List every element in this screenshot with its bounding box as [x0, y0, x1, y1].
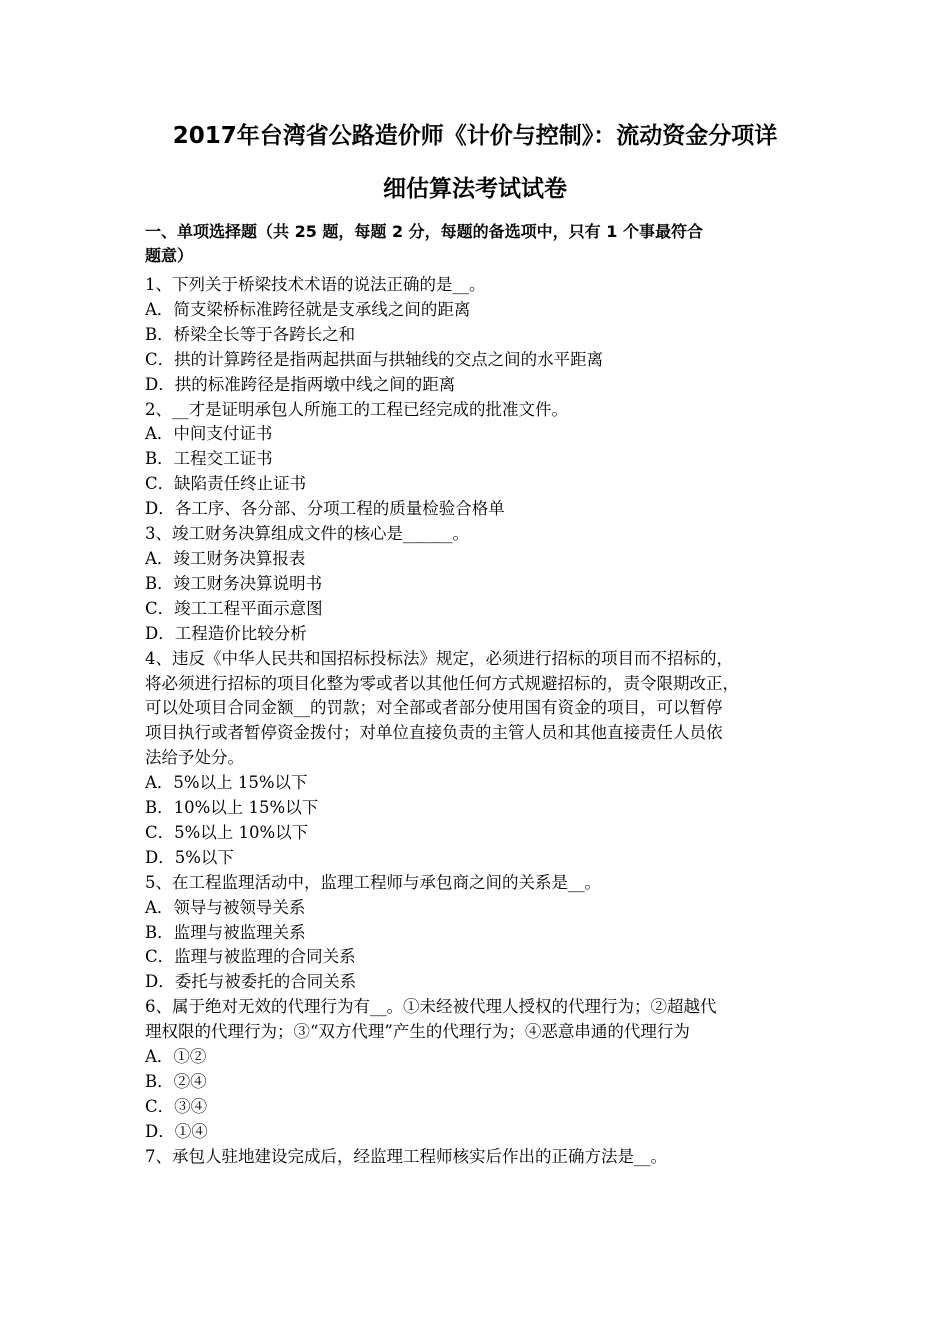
question-4-stem-line-5: 法给予处分。	[145, 748, 244, 768]
question-5-option-a: A．领导与被领导关系	[145, 897, 306, 917]
question-1-stem: 1、下列关于桥梁技术术语的说法正确的是__。	[145, 275, 486, 294]
question-3-option-d: D．工程造价比较分析	[145, 623, 307, 643]
question-4-option-d: D．5%以下	[145, 847, 234, 867]
section-header	[145, 220, 810, 268]
section-header-line-1: 一、单项选择题（共 25 题，每题 2 分，每题的备选项中，只有 1 个事最符合	[145, 222, 703, 241]
question-6-option-b: B．②④	[145, 1072, 207, 1091]
question-4-stem-line-2: 将必须进行招标的项目化整为零或者以其他任何方式规避招标的，责令限期改正，	[145, 673, 739, 693]
question-4-stem-line-3: 可以处项目合同金额__的罚款；对全部或者部分使用国有资金的项目，可以暂停	[145, 698, 723, 718]
question-body	[145, 273, 815, 1170]
question-1-option-b: B．桥梁全长等于各跨长之和	[145, 324, 356, 344]
document-title-line-2: 细估算法考试试卷	[383, 176, 567, 202]
document-title-line-1: 2017年台湾省公路造价师《计价与控制》：流动资金分项详	[172, 123, 778, 149]
question-4-option-b: B．10%以上 15%以下	[145, 798, 319, 818]
question-2-option-d: D．各工序、各分部、分项工程的质量检验合格单	[145, 499, 505, 519]
question-5-stem: 5、在工程监理活动中，监理工程师与承包商之间的关系是__。	[145, 872, 601, 892]
question-4-option-a: A．5%以上 15%以下	[145, 773, 308, 793]
question-5-option-c: C．监理与被监理的合同关系	[145, 947, 356, 967]
section-header-line-2: 题意）	[145, 246, 194, 265]
question-3-option-c: C．竣工工程平面示意图	[145, 598, 323, 618]
question-6-stem-line-1: 6、属于绝对无效的代理行为有__。①未经被代理人授权的代理行为；②超越代	[145, 997, 717, 1017]
question-1-option-a: A．简支梁桥标准跨径就是支承线之间的距离	[145, 299, 471, 319]
question-1-option-d: D．拱的标准跨径是指两墩中线之间的距离	[145, 374, 456, 394]
question-5-option-b: B．监理与被监理关系	[145, 922, 306, 942]
question-6-option-d: D．①④	[145, 1121, 208, 1141]
question-5-option-d: D．委托与被委托的合同关系	[145, 972, 357, 992]
question-6-option-c: C．③④	[145, 1096, 208, 1116]
question-7-stem: 7、承包人驻地建设完成后，经监理工程师核实后作出的正确方法是__。	[145, 1146, 667, 1166]
question-2-option-c: C．缺陷责任终止证书	[145, 474, 307, 494]
question-6-stem-line-2: 理权限的代理行为；③“双方代理”产生的代理行为；④恶意串通的代理行为	[145, 1022, 690, 1042]
question-2-option-a: A．中间支付证书	[145, 424, 273, 444]
question-3-option-b: B．竣工财务决算说明书	[145, 573, 323, 593]
question-2-option-b: B．工程交工证书	[145, 449, 273, 469]
question-4-stem-line-1: 4、违反《中华人民共和国招标投标法》规定，必须进行招标的项目而不招标的，	[145, 648, 733, 668]
question-3-stem: 3、竣工财务决算组成文件的核心是______。	[145, 524, 469, 544]
question-2-stem: 2、__才是证明承包人所施工的工程已经完成的批准文件。	[145, 399, 568, 419]
question-3-option-a: A．竣工财务决算报表	[145, 548, 306, 568]
question-1-option-c: C．拱的计算跨径是指两起拱面与拱轴线的交点之间的水平距离	[145, 349, 604, 369]
question-4-stem-line-4: 项目执行或者暂停资金拨付；对单位直接负责的主管人员和其他直接责任人员依	[145, 723, 723, 743]
question-6-option-a: A．①②	[145, 1047, 207, 1067]
question-4-option-c: C．5%以上 10%以下	[145, 822, 309, 842]
